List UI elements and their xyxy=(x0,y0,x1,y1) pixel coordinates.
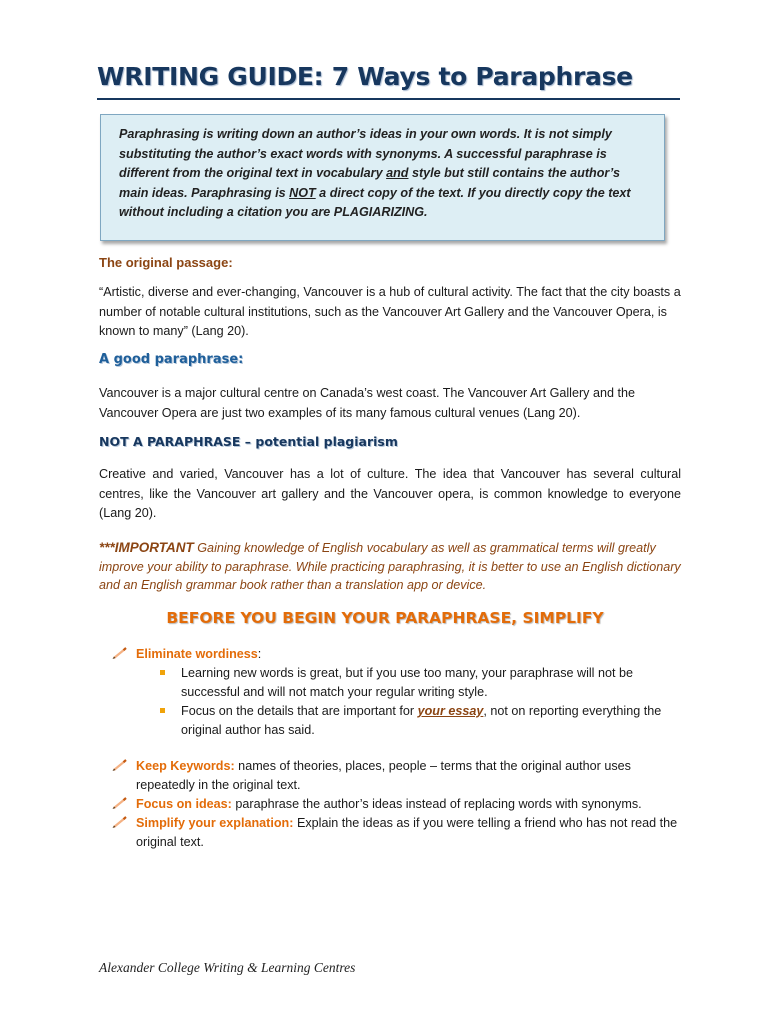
tip-simplify-explanation xyxy=(112,814,682,852)
pencil-icon xyxy=(112,797,128,809)
tip-list xyxy=(112,645,682,852)
your-essay-emphasis: your essay xyxy=(417,704,484,718)
tip-key-ideas: Focus on ideas: xyxy=(136,797,232,811)
list-item xyxy=(136,664,682,702)
definition-text xyxy=(119,125,652,223)
wordiness-sub-list xyxy=(136,664,682,740)
tip-focus-on-ideas xyxy=(112,795,682,814)
tip-key-explain: Simplify your explanation: xyxy=(136,816,294,830)
tip-eliminate-wordiness xyxy=(112,645,682,740)
good-paraphrase-text: Vancouver is a major cultural centre on Canada’s west coast. The Vancouver Art Gallery and the Vancouver Opera are just two examples of its many famous cultural venues (Lang 20). xyxy=(99,386,635,420)
definition-part-2: style but still contains the author’s main ideas. Paraphrasing is xyxy=(119,166,621,200)
tip-text-ideas: paraphrase the author’s ideas instead of replacing words with synonyms. xyxy=(231,797,642,811)
list-item xyxy=(136,702,682,740)
tip-colon: : xyxy=(257,647,262,661)
wordiness-sub-2-post: , not on reporting everything the original author has said. xyxy=(181,704,662,737)
simplify-heading: BEFORE YOU BEGIN YOUR PARAPHRASE, SIMPLIFY xyxy=(166,609,604,627)
page-title: WRITING GUIDE: 7 Ways to Paraphrase xyxy=(97,62,633,91)
tip-text-explain: Explain the ideas as if you were telling a friend who has not read the original text. xyxy=(136,816,678,849)
important-text: Gaining knowledge of English vocabulary as well as grammatical terms will greatly improve your ability to paraphrase. While practicing paraphrasing, it is better to use an English dictionary and an English grammar book rather than a translation app or device. xyxy=(99,541,681,592)
definition-part-1: Paraphrasing is writing down an author’s ideas in your own words. It is not simply substituting the author’s exact words with synonyms. A successful paraphrase is different from the original text in vocabulary xyxy=(119,127,612,180)
tip-key-wordiness: Eliminate wordiness xyxy=(136,647,258,661)
pencil-icon xyxy=(112,759,128,771)
original-passage-heading: The original passage: xyxy=(99,255,233,270)
pencil-icon xyxy=(112,816,128,828)
not-paraphrase-text: Creative and varied, Vancouver has a lot of culture. The idea that Vancouver has several cultural centres, like the Vancouver art gallery and the Vancouver opera, is common knowledge to everyone (Lang 20). xyxy=(99,467,681,520)
important-label: ***IMPORTANT xyxy=(99,540,194,555)
definition-box xyxy=(100,114,665,241)
square-bullet-icon xyxy=(160,708,165,713)
original-passage-text: “Artistic, diverse and ever-changing, Vancouver is a hub of cultural activity. The fact that the city boasts a number of notable cultural institutions, such as the Vancouver Art Gallery and the Vancouver Opera, is known to many” (Lang 20). xyxy=(99,285,681,338)
not-paraphrase-heading: NOT A PARAPHRASE – potential plagiarism xyxy=(99,434,398,449)
title-underline xyxy=(97,98,680,100)
wordiness-sub-2-pre: Focus on the details that are important for xyxy=(181,704,418,718)
tip-keep-keywords xyxy=(112,757,682,795)
footer-text: Alexander College Writing & Learning Centres xyxy=(99,960,356,975)
tip-text-keywords: names of theories, places, people – terms that the original author uses repeatedly in the original text. xyxy=(136,759,631,792)
definition-part-3: a direct copy of the text. If you directly copy the text without including a citation you are PLAGIARIZING. xyxy=(119,185,631,219)
definition-and-underlined: and xyxy=(386,166,409,180)
definition-not-underlined: NOT xyxy=(289,185,316,200)
square-bullet-icon xyxy=(160,670,165,675)
tip-key-keywords: Keep Keywords: xyxy=(136,759,235,773)
pencil-icon xyxy=(112,647,128,659)
important-note xyxy=(99,539,684,595)
wordiness-sub-1: Learning new words is great, but if you use too many, your paraphrase will not be successful and will not match your regular writing style. xyxy=(181,666,633,699)
good-paraphrase-heading: A good paraphrase: xyxy=(99,352,244,367)
